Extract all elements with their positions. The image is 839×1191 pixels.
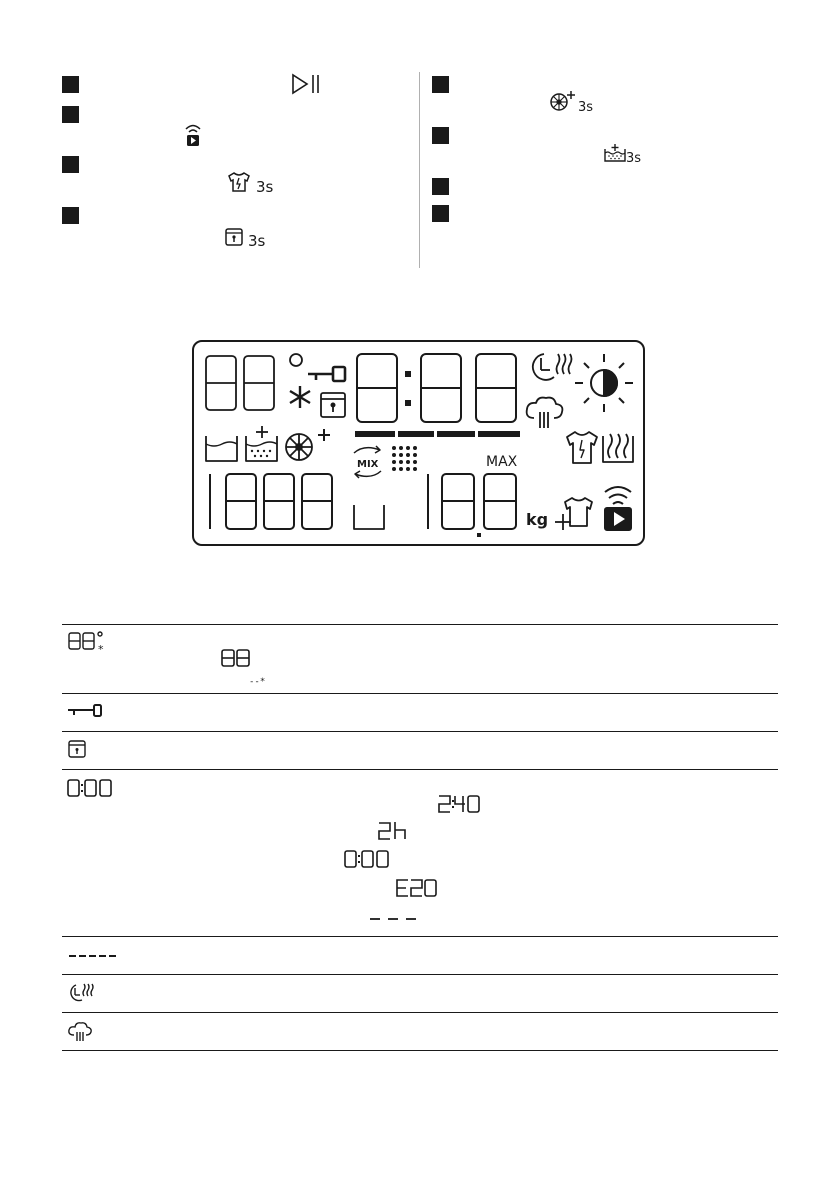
softener-icon — [286, 429, 330, 460]
marker-5 — [432, 76, 449, 93]
table-rule — [62, 769, 778, 770]
marker-3 — [62, 156, 79, 173]
remote-start-display-icon — [605, 487, 631, 530]
time-save-small-icon — [67, 982, 95, 1004]
dashes-icon — [369, 916, 417, 922]
tub-icon — [206, 436, 237, 461]
marker-7 — [432, 178, 449, 195]
cold-icon — [290, 386, 310, 408]
time-240-icon — [438, 794, 480, 814]
key-icon — [308, 367, 345, 381]
remote-start-icon — [184, 123, 202, 147]
table-rule — [62, 1012, 778, 1013]
extra-rinse-icon — [555, 498, 592, 530]
table-rule — [62, 693, 778, 694]
max-label: MAX — [486, 454, 518, 470]
mix-label: MIX — [357, 459, 379, 470]
marker-8 — [432, 205, 449, 222]
marker-1 — [62, 76, 79, 93]
temp-small-icon — [68, 631, 108, 656]
error-e20-icon — [396, 878, 438, 898]
time-colon — [405, 371, 411, 406]
steam-tub-icon — [603, 434, 633, 462]
table-rule-bottom — [62, 1050, 778, 1051]
cold-dash-text: --* — [249, 677, 266, 687]
time-2h-icon — [378, 821, 408, 841]
time-save-icon — [533, 354, 572, 380]
anti-crease-icon — [567, 432, 597, 463]
temp-digits — [206, 356, 274, 410]
table-rule — [62, 974, 778, 975]
table-rule — [62, 731, 778, 732]
decimal-dot — [477, 533, 481, 537]
temp-88-icon — [221, 648, 251, 668]
key-small-icon — [67, 704, 107, 718]
dots-icon — [392, 446, 417, 471]
time-digits — [357, 354, 516, 422]
prewash-display-icon — [246, 426, 277, 461]
lock-suffix: 3s — [248, 232, 266, 250]
shirt-icon — [228, 172, 250, 192]
kg-label: kg — [526, 510, 549, 529]
weight-digits — [428, 474, 516, 529]
door-lock-display-icon — [321, 393, 345, 417]
legend-divider — [419, 72, 420, 268]
time-small-icon — [67, 778, 115, 798]
shirt-suffix: 3s — [256, 178, 274, 196]
flower-suffix: 3s — [578, 100, 594, 115]
phase-bars — [355, 431, 520, 437]
marker-4 — [62, 207, 79, 224]
lock-small-icon — [68, 740, 86, 758]
spin-digits — [210, 474, 332, 529]
steam-icon — [527, 398, 563, 428]
flower-plus-icon — [550, 90, 578, 112]
marker-2 — [62, 106, 79, 123]
prewash-plus-icon — [604, 143, 626, 163]
display-graphics — [192, 340, 645, 546]
load-tub-icon — [354, 505, 384, 529]
time-000-icon — [344, 849, 392, 869]
degree-symbol — [290, 354, 302, 366]
door-lock-icon — [225, 228, 243, 246]
steam-small-icon — [67, 1020, 93, 1042]
svg-text:*: * — [98, 643, 104, 656]
brightness-icon — [575, 354, 633, 412]
phase-dashes-icon — [68, 953, 120, 959]
table-rule-top — [62, 624, 778, 625]
marker-6 — [432, 127, 449, 144]
table-rule — [62, 936, 778, 937]
play-pause-icon — [292, 74, 322, 94]
prewash-suffix: 3s — [626, 151, 642, 166]
